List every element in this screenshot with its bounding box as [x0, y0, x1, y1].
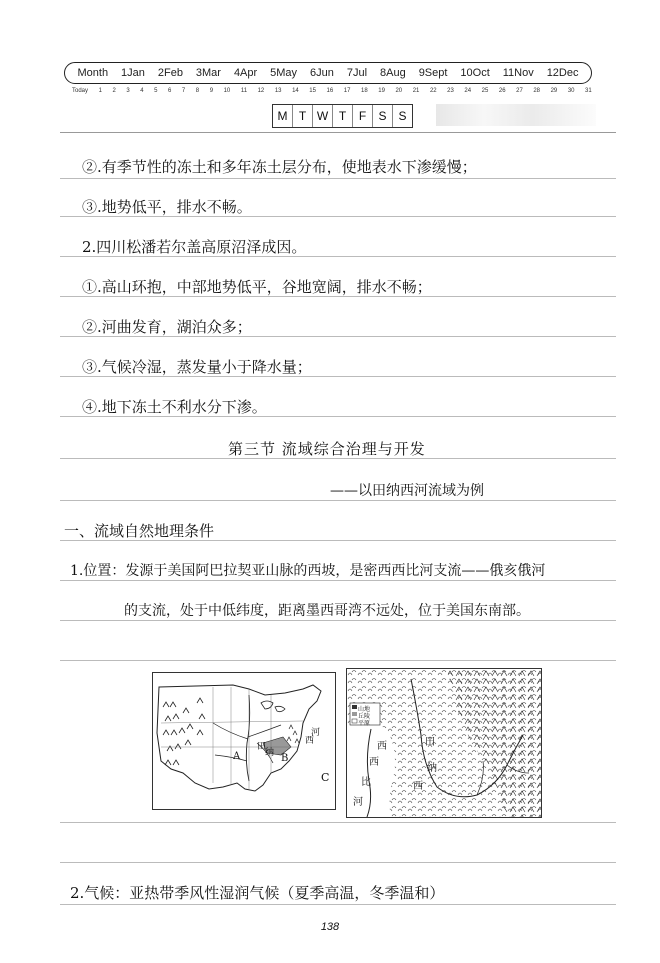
day-number: 30	[567, 88, 575, 94]
map-label: 田	[257, 742, 267, 752]
month-item: 4Apr	[233, 67, 258, 79]
weekday: W	[313, 105, 333, 127]
day-number: 31	[585, 88, 592, 94]
section-title: 第三节 流域综合治理与开发	[228, 440, 426, 458]
month-item: 1Jan	[121, 67, 145, 79]
month-label: Month	[77, 67, 109, 79]
map-label: 比	[361, 777, 371, 788]
day-number: 28	[533, 88, 541, 94]
note-heading: 2.四川松潘若尔盖高原沼泽成因。	[82, 238, 307, 256]
day-number: 22	[429, 88, 437, 94]
note-line: 2.气候：亚热带季风性湿润气候（夏季高温，冬季温和）	[70, 884, 445, 902]
day-number: 13	[274, 88, 282, 94]
map-label: 西	[369, 757, 379, 768]
header-rule	[60, 132, 616, 133]
month-bar	[64, 62, 592, 84]
day-number: 21	[412, 88, 420, 94]
note-heading: 一、流域自然地理条件	[64, 522, 215, 540]
day-number: 12	[257, 88, 265, 94]
month-item: 3Mar	[195, 67, 221, 79]
map-label: 田	[425, 737, 435, 748]
note-line: 的支流，处于中低纬度，距离墨西哥湾不远处，位于美国东南部。	[124, 603, 530, 619]
ruled-line	[60, 500, 616, 501]
day-number: 26	[498, 88, 506, 94]
section-subtitle: ——以田纳西河流域为例	[330, 483, 484, 499]
day-number: 9	[209, 88, 214, 94]
ruled-line	[60, 822, 616, 823]
day-number: 29	[550, 88, 558, 94]
map-label: 西	[305, 736, 315, 746]
map-label: 西	[377, 741, 387, 752]
month-item: 7Jul	[346, 67, 368, 79]
note-line: 1.位置：发源于美国阿巴拉契亚山脉的西坡，是密西西比河支流——俄亥俄河	[70, 563, 546, 579]
day-number: 17	[343, 88, 351, 94]
legend-label: 丘陵	[358, 713, 371, 720]
month-item: 9Sept	[418, 67, 448, 79]
day-number: 11	[240, 88, 248, 94]
note-line: ③.地势低平，排水不畅。	[82, 198, 252, 216]
day-number: 14	[292, 88, 299, 94]
smudge-mark	[436, 104, 596, 126]
day-number: 23	[447, 88, 454, 94]
map-label: B	[281, 753, 289, 764]
weekday: T	[333, 105, 353, 127]
month-item: 6Jun	[310, 67, 334, 79]
day-number: 1	[98, 88, 102, 94]
map-label: 纳	[265, 748, 275, 758]
ruled-line	[60, 178, 616, 179]
weekday: F	[353, 105, 373, 127]
month-item: 2Feb	[157, 67, 183, 79]
day-number: 6	[168, 88, 172, 94]
map-label: 纳	[427, 763, 437, 774]
day-number: 5	[154, 88, 158, 94]
weekday: S	[398, 109, 407, 123]
note-line: ③.气候冷湿，蒸发量小于降水量；	[82, 358, 312, 376]
note-line: ①.高山环抱，中部地势低平，谷地宽阔，排水不畅；	[82, 278, 432, 296]
usa-map	[152, 672, 336, 810]
month-item: 12Dec	[546, 67, 579, 79]
day-number: 10	[223, 88, 231, 94]
day-number: 8	[195, 88, 200, 94]
weekday: M	[273, 105, 293, 127]
today-row	[72, 88, 592, 98]
month-item: 10Oct	[460, 67, 490, 79]
map-label: 河	[353, 797, 363, 808]
day-number: 15	[309, 88, 316, 94]
note-line: ②.有季节性的冻土和多年冻土层分布，使地表水下渗缓慢；	[82, 158, 477, 176]
note-line: ②.河曲发育，湖泊众多；	[82, 318, 252, 336]
day-number: 18	[361, 88, 368, 94]
note-line: ④.地下冻土不利水分下渗。	[82, 398, 267, 416]
weekday: S	[373, 105, 393, 127]
map-label: 河	[311, 728, 321, 738]
ruled-line	[60, 620, 616, 621]
day-number: 3	[126, 88, 130, 94]
day-number: 7	[181, 88, 186, 94]
day-number: 4	[140, 88, 144, 94]
weekday: T	[293, 105, 313, 127]
basin-relief-map	[346, 668, 542, 818]
map-label: C	[321, 771, 330, 784]
day-number: 27	[516, 88, 523, 94]
ruled-line	[60, 862, 616, 863]
map-label: 西	[413, 781, 423, 792]
legend-label: 山地	[358, 706, 371, 713]
page-number: 138	[320, 921, 340, 933]
day-number: 19	[378, 88, 385, 94]
day-number: 25	[481, 88, 489, 94]
legend-label: 平原	[358, 720, 371, 727]
ruled-line	[60, 580, 616, 581]
day-number: 20	[395, 88, 403, 94]
month-item: 5May	[270, 67, 298, 79]
day-number: 24	[464, 88, 472, 94]
ruled-line	[60, 904, 616, 905]
day-number: 2	[112, 88, 116, 94]
today-label: Today	[72, 88, 89, 94]
map-label: A	[233, 751, 241, 762]
month-item: 11Nov	[502, 67, 534, 79]
month-item: 8Aug	[380, 67, 406, 79]
day-number: 16	[326, 88, 334, 94]
weekday-strip	[272, 104, 413, 128]
ruled-line	[60, 660, 616, 661]
